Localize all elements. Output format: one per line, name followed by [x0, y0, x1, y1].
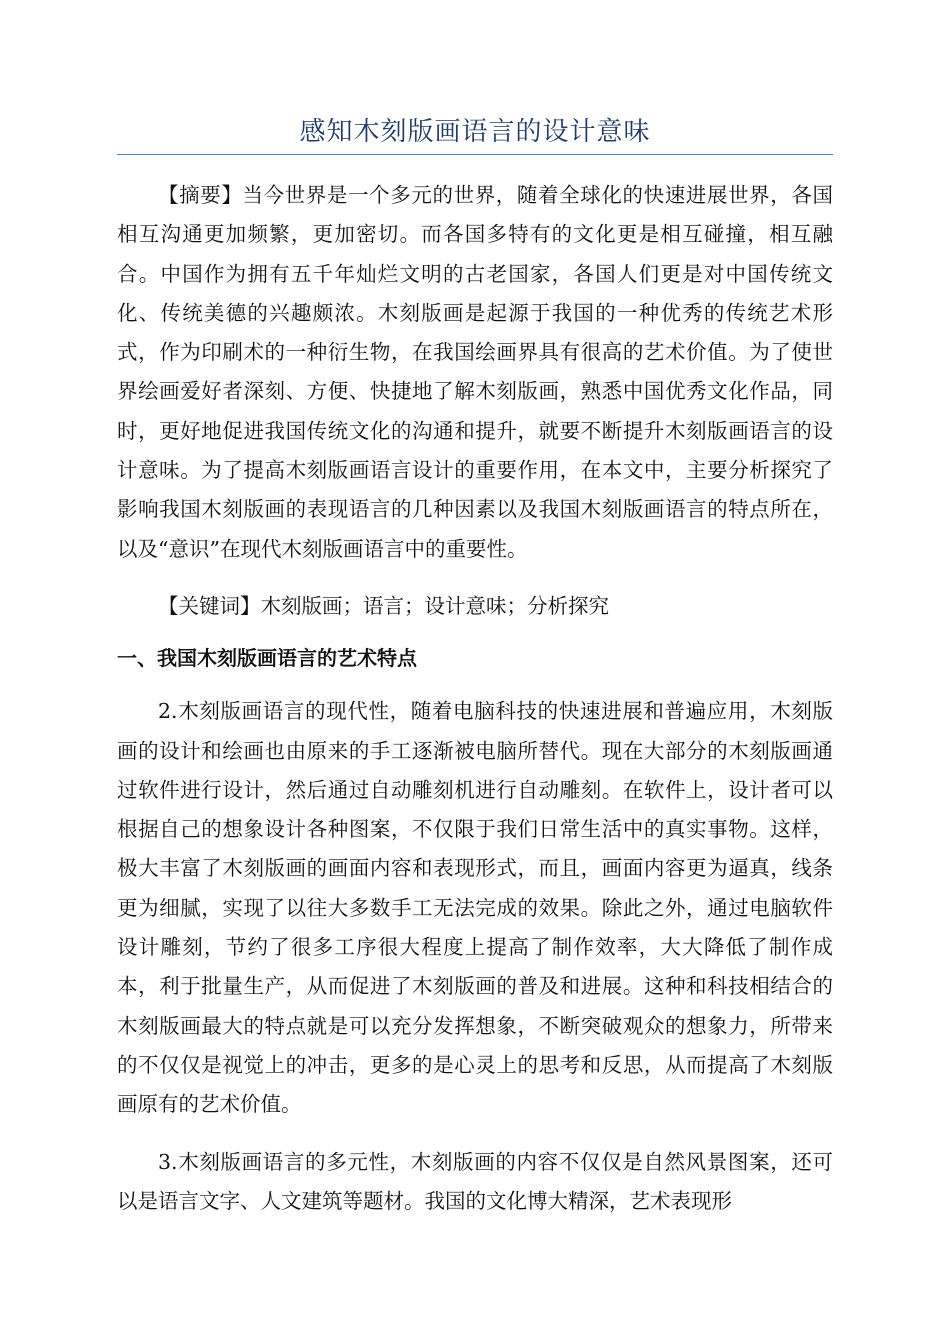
- abstract-paragraph: 【摘要】当今世界是一个多元的世界，随着全球化的快速进展世界，各国相互沟通更加频繁，更加密切。而各国多特有的文化更是相互碰撞，相互融合。中国作为拥有五千年灿烂文明的古老国家，各国人们更是对中国传统文化、传统美德的兴趣颇浓。木刻版画是起源于我国的一种优秀的传统艺术形式，作为印刷术的一种衍生物，在我国绘画界具有很高的艺术价值。为了使世界绘画爱好者深刻、方便、快捷地了解木刻版画，熟悉中国优秀文化作品，同时，更好地促进我国传统文化的沟通和提升，就要不断提升木刻版画语言的设计意味。为了提高木刻版画语言设计的重要作用，在本文中，主要分析探究了影响我国木刻版画的表现语言的几种因素以及我国木刻版画语言的特点所在，以及“意识”在现代木刻版画语言中的重要性。: [117, 183, 833, 561]
- keywords-paragraph: 【关键词】木刻版画；语言；设计意味；分析探究: [158, 593, 609, 618]
- body-paragraph-diversity: 3.木刻版画语言的多元性，木刻版画的内容不仅仅是自然风景图案，还可以是语言文字、人文建筑等题材。我国的文化博大精深，艺术表现形: [117, 1149, 833, 1213]
- document-page: [117, 0, 833, 1221]
- title-underline: [117, 154, 833, 155]
- section-heading: 一、我国木刻版画语言的艺术特点: [117, 646, 417, 671]
- body-paragraph-modernity: 2.木刻版画语言的现代性，随着电脑科技的快速进展和普遍应用，木刻版画的设计和绘画也由原来的手工逐渐被电脑所替代。现在大部分的木刻版画通过软件进行设计，然后通过自动雕刻机进行自动雕刻。在软件上，设计者可以根据自己的想象设计各种图案，不仅限于我们日常生活中的真实事物。这样，极大丰富了木刻版画的画面内容和表现形式，而且，画面内容更为逼真，线条更为细腻，实现了以往大多数手工无法完成的效果。除此之外，通过电脑软件设计雕刻，节约了很多工序很大程度上提高了制作效率，大大降低了制作成本，利于批量生产，从而促进了木刻版画的普及和进展。这种和科技相结合的木刻版画最大的特点就是可以充分发挥想象，不断突破观众的想象力，所带来的不仅仅是视觉上的冲击，更多的是心灵上的思考和反思，从而提高了木刻版画原有的艺术价值。: [117, 699, 833, 1117]
- document-title: 感知木刻版画语言的设计意味: [299, 117, 651, 147]
